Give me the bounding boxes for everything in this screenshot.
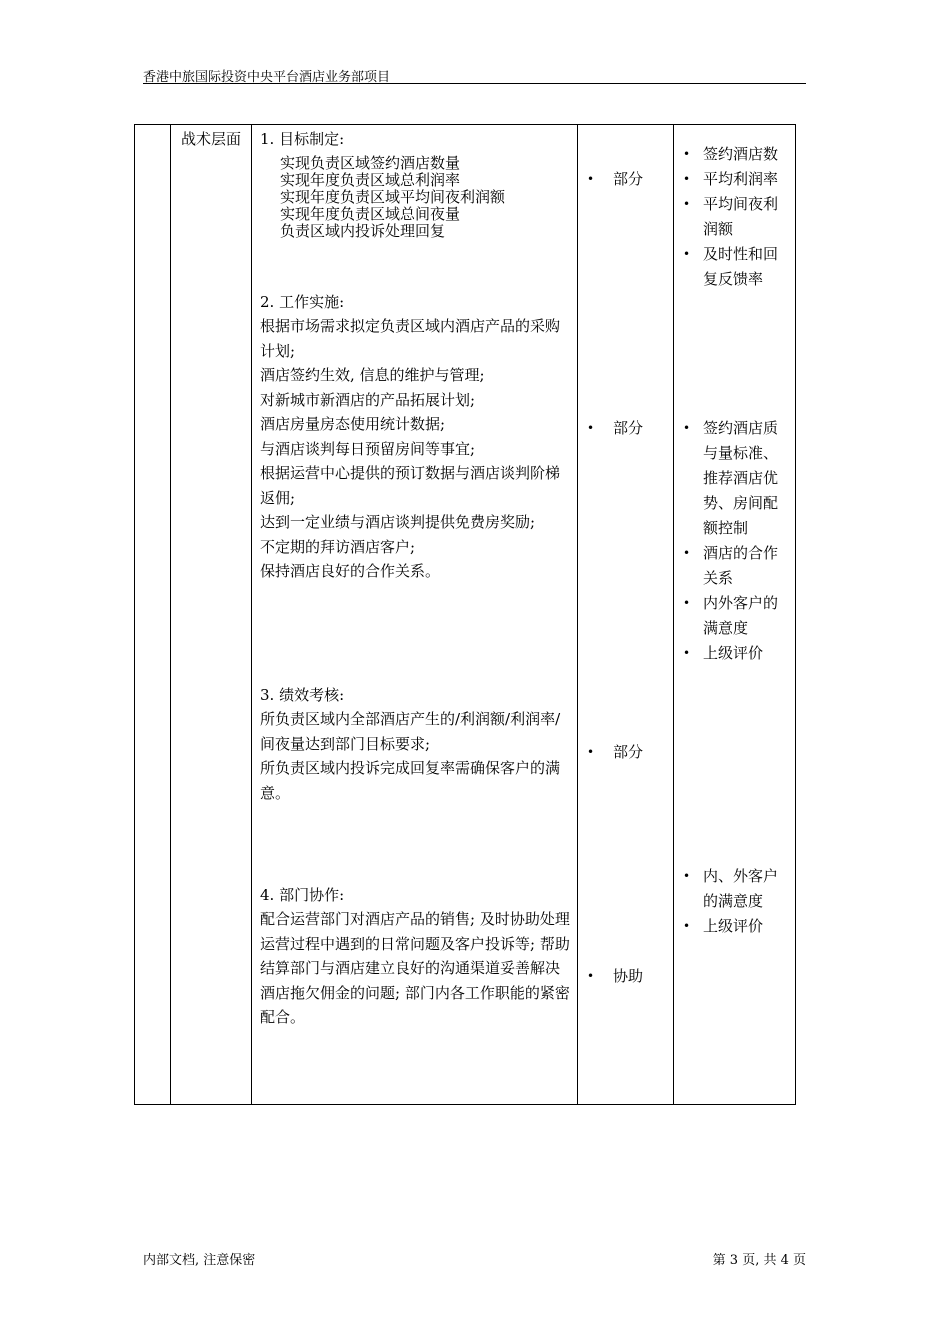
section-line: 保持酒店良好的合作关系。: [260, 562, 441, 580]
section-line: 所负责区域内投诉完成回复率需确保客户的满意。: [260, 759, 561, 802]
kpi-label: 上级评价: [703, 644, 764, 662]
kpi-list: [677, 142, 787, 292]
bullet-icon: •: [683, 646, 691, 660]
section-title: 4. 部门协作:: [260, 886, 345, 904]
section-title: 1. 目标制定:: [260, 130, 345, 148]
column-divider: [577, 125, 578, 1104]
section-line: 实现年度负责区域平均间夜利润额: [280, 188, 506, 206]
kpi-item: [677, 242, 787, 292]
bullet-icon: •: [587, 421, 595, 435]
section-title: 3. 绩效考核:: [260, 686, 345, 704]
bullet-icon: •: [683, 247, 691, 261]
section-work-implementation: [260, 290, 570, 584]
kpi-label: 签约酒店数: [703, 145, 779, 163]
kpi-item: [677, 641, 787, 666]
section-performance-review: [260, 683, 570, 805]
role-label: 协助: [613, 967, 644, 985]
section-line: 达到一定业绩与酒店谈判提供免费房奖励;: [260, 513, 536, 531]
section-line: 所负责区域内全部酒店产生的/利润额/利润率/间夜量达到部门目标要求;: [260, 710, 561, 753]
kpi-item: [677, 416, 787, 541]
bullet-icon: •: [587, 172, 595, 186]
document-header-title: 香港中旅国际投资中央平台酒店业务部项目: [143, 70, 391, 85]
kpi-list: [677, 864, 787, 939]
kpi-item: [677, 192, 787, 242]
role-label: 部分: [613, 419, 644, 437]
section-line: 实现年度负责区域总利润率: [280, 171, 461, 189]
section-line: 实现负责区域签约酒店数量: [280, 154, 461, 172]
kpi-label: 上级评价: [703, 917, 764, 935]
responsibility-table: [134, 124, 796, 1105]
section-department-collaboration: [260, 883, 570, 1030]
bullet-icon: •: [683, 197, 691, 211]
kpi-label: 内、外客户的满意度: [703, 867, 779, 910]
kpi-item: [677, 167, 787, 192]
bullet-icon: •: [683, 596, 691, 610]
kpi-label: 内外客户的满意度: [703, 594, 779, 637]
kpi-label: 平均间夜利润额: [703, 195, 779, 238]
bullet-icon: •: [683, 546, 691, 560]
role-label: 部分: [613, 743, 644, 761]
section-line: 酒店房量房态使用统计数据;: [260, 415, 446, 433]
section-target-setting: [260, 127, 570, 240]
bullet-icon: •: [587, 969, 595, 983]
section-line: 对新城市新酒店的产品拓展计划;: [260, 390, 476, 409]
kpi-item: [677, 591, 787, 641]
bullet-icon: •: [587, 745, 595, 759]
kpi-label: 平均利润率: [703, 170, 779, 188]
column-divider: [170, 125, 171, 1104]
kpi-list: [677, 416, 787, 666]
kpi-item: [677, 541, 787, 591]
bullet-icon: •: [683, 919, 691, 933]
kpi-item: [677, 864, 787, 914]
column-divider: [251, 125, 252, 1104]
section-line: 负责区域内投诉处理回复: [280, 222, 446, 240]
bullet-icon: •: [683, 421, 691, 435]
level-cell: 战术层面: [181, 130, 242, 148]
kpi-label: 酒店的合作关系: [703, 544, 779, 587]
header-divider: [143, 83, 806, 84]
bullet-icon: •: [683, 147, 691, 161]
section-line: 不定期的拜访酒店客户;: [260, 537, 416, 556]
section-line: 根据市场需求拟定负责区域内酒店产品的采购计划;: [260, 317, 561, 360]
footer-confidential-note: 内部文档, 注意保密: [143, 1253, 256, 1268]
column-divider: [673, 125, 674, 1104]
section-line: 酒店签约生效, 信息的维护与管理;: [260, 366, 485, 384]
section-line: 根据运营中心提供的预订数据与酒店谈判阶梯返佣;: [260, 464, 561, 507]
footer-page-number: 第 3 页, 共 4 页: [712, 1253, 806, 1268]
kpi-item: [677, 142, 787, 167]
role-label: 部分: [613, 170, 644, 188]
bullet-icon: •: [683, 172, 691, 186]
kpi-item: [677, 914, 787, 939]
kpi-label: 签约酒店质与量标准、推荐酒店优势、房间配额控制: [703, 419, 779, 537]
bullet-icon: •: [683, 869, 691, 883]
section-title: 2. 工作实施:: [260, 293, 345, 311]
section-line: 与酒店谈判每日预留房间等事宜;: [260, 439, 476, 458]
section-line: 实现年度负责区域总间夜量: [280, 205, 461, 223]
section-line: 配合运营部门对酒店产品的销售; 及时协助处理运营过程中遇到的日常问题及客户投诉等; 帮助结算部门与酒店建立良好的沟通渠道妥善解决酒店拖欠佣金的问题; 部门内各工作职能的紧密配合。: [260, 910, 570, 1026]
kpi-label: 及时性和回复反馈率: [703, 245, 779, 288]
